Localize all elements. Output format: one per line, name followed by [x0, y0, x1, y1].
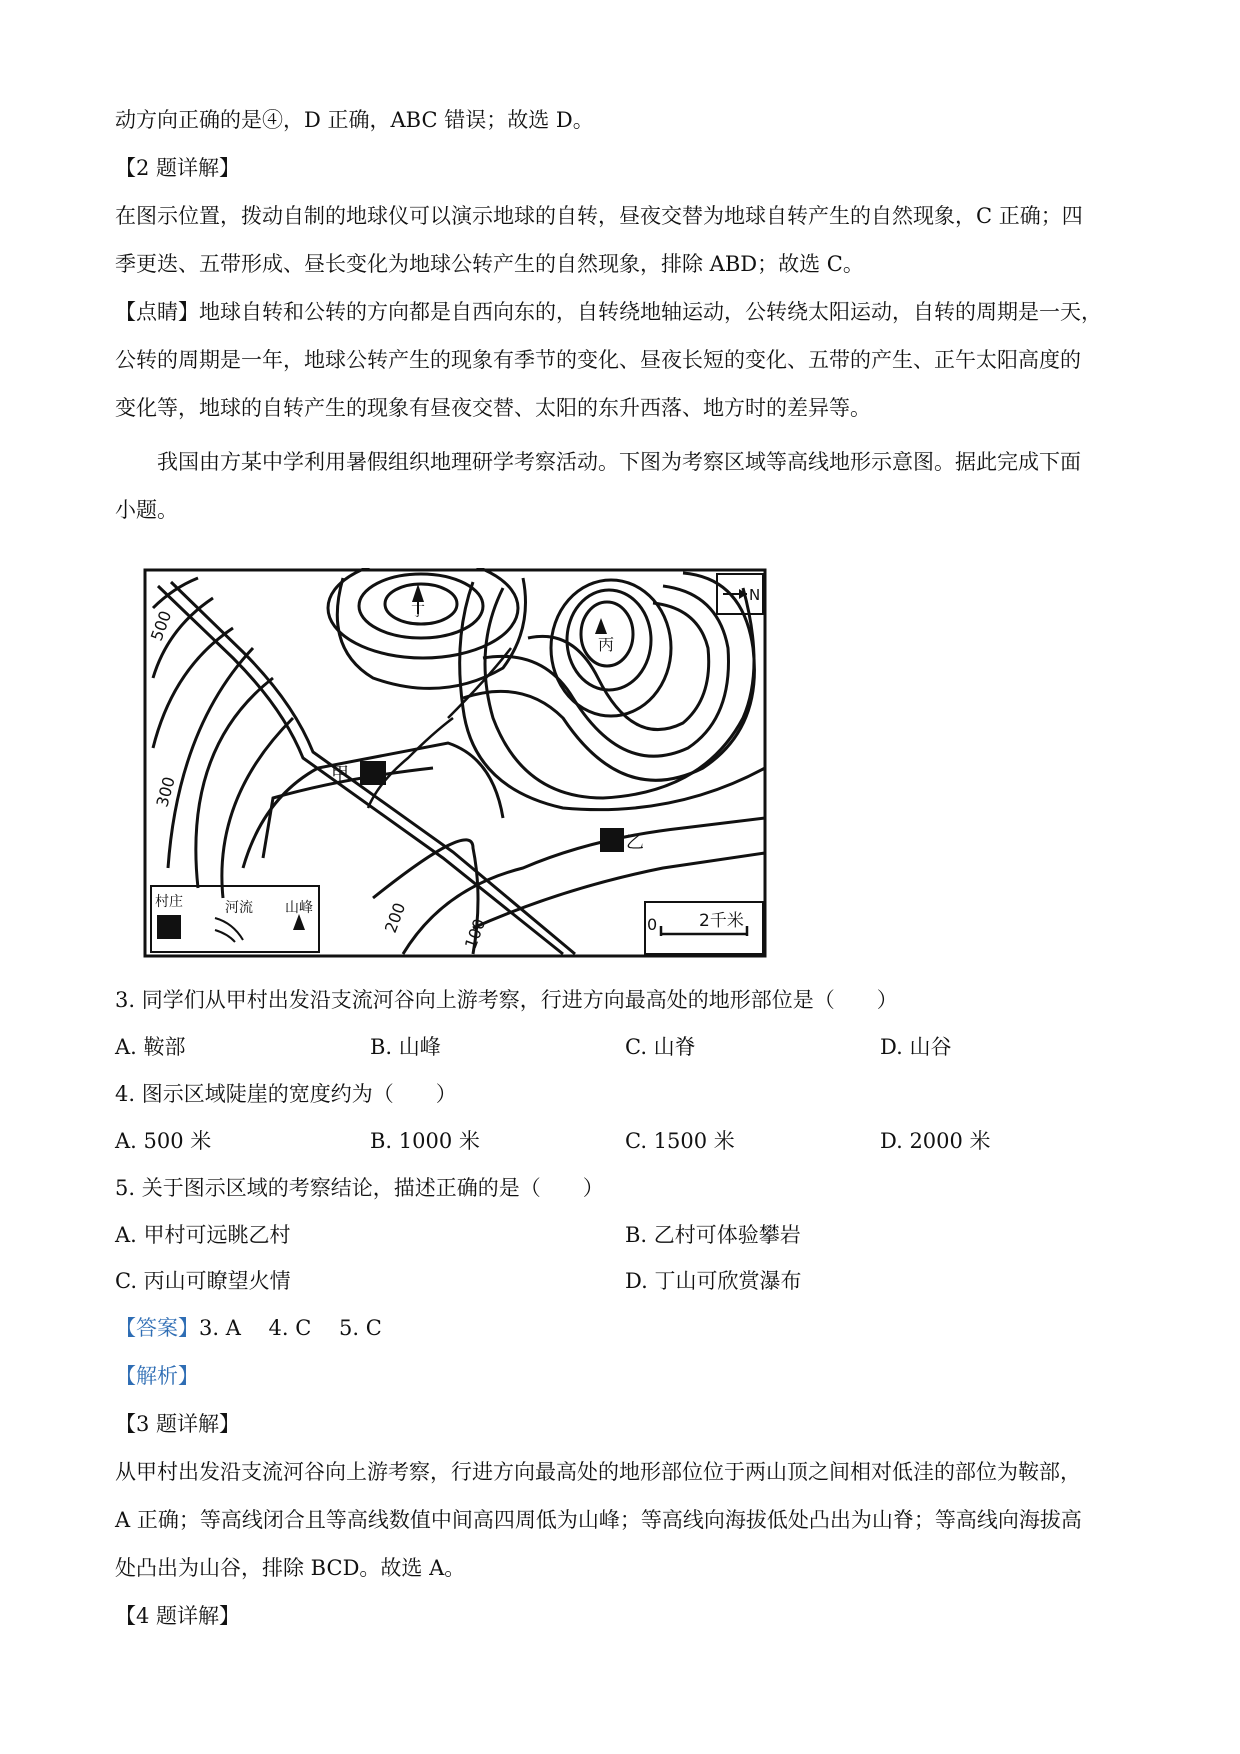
option: D. 山谷	[880, 1035, 952, 1059]
text-line: 【点睛】地球自转和公转的方向都是自西向东的，自转绕地轴运动，公转绕太阳运动，自转的周期是一天，	[115, 300, 1102, 324]
label-bing: 丙	[598, 635, 615, 654]
north-label: N	[749, 586, 761, 604]
village-yi-icon	[600, 828, 624, 852]
option: C. 丙山可瞭望火情	[115, 1269, 291, 1293]
intro-line: 小题。	[115, 498, 178, 522]
question-4-stem: 4. 图示区域陡崖的宽度约为（ ）	[115, 1082, 457, 1106]
answer-line	[115, 1304, 1135, 1352]
contour-map-svg	[143, 568, 768, 960]
legend-village-icon	[157, 915, 181, 939]
document-page	[115, 96, 1135, 1640]
contour-label-100: 100	[460, 916, 490, 952]
peak-ding-icon	[412, 584, 424, 602]
text-line: 变化等，地球的自转产生的现象有昼夜交替、太阳的东升西落、地方时的差异等。	[115, 396, 871, 420]
label-yi: 乙	[626, 832, 644, 853]
option: C. 山脊	[625, 1035, 696, 1059]
option: B. 1000 米	[370, 1129, 480, 1153]
legend-peak-label: 山峰	[285, 900, 313, 916]
question-5-options-row2	[115, 1258, 1135, 1304]
legend-peak-icon	[293, 914, 305, 930]
analysis-label: 【解析】	[115, 1364, 199, 1388]
question-3-stem: 3. 同学们从甲村出发沿支流河谷向上游考察，行进方向最高处的地形部位是（ ）	[115, 988, 898, 1012]
option: C. 1500 米	[625, 1129, 735, 1153]
legend-river-label: 河流	[225, 900, 253, 916]
text-line: 在图示位置，拨动自制的地球仪可以演示地球的自转，昼夜交替为地球自转产生的自然现象，C 正确；四	[115, 204, 1083, 228]
text-line: 动方向正确的是④，D 正确，ABC 错误；故选 D。	[115, 108, 594, 132]
text-line: 季更迭、五带形成、昼长变化为地球公转产生的自然现象，排除 ABD；故选 C。	[115, 252, 864, 276]
section-title-q2: 【2 题详解】	[115, 156, 241, 180]
contour-label-300: 300	[152, 774, 179, 810]
intro-line: 我国由方某中学利用暑假组织地理研学考察活动。下图为考察区域等高线地形示意图。据此完成下面	[157, 450, 1081, 474]
question-5-stem: 5. 关于图示区域的考察结论，描述正确的是（ ）	[115, 1176, 604, 1200]
option: B. 山峰	[370, 1035, 441, 1059]
section-title-q4: 【4 题详解】	[115, 1604, 241, 1628]
answer-text: 3. A 4. C 5. C	[199, 1316, 382, 1340]
question-5-options-row1	[115, 1212, 1135, 1258]
scale-end: 2千米	[699, 911, 744, 931]
peak-bing-icon	[595, 618, 607, 634]
option: D. 2000 米	[880, 1129, 991, 1153]
text-line: 从甲村出发沿支流河谷向上游考察，行进方向最高处的地形部位位于两山顶之间相对低洼的部位为鞍部，	[115, 1460, 1081, 1484]
question-3-options	[115, 1024, 1135, 1070]
legend-village-label: 村庄	[155, 894, 183, 910]
option: D. 丁山可欣赏瀑布	[625, 1269, 802, 1293]
contour-map	[143, 568, 768, 960]
text-line: A 正确；等高线闭合且等高线数值中间高四周低为山峰；等高线向海拔低处凸出为山脊；等高线向海拔高	[115, 1508, 1082, 1532]
section-title-q3: 【3 题详解】	[115, 1412, 241, 1436]
village-jia-icon	[360, 761, 386, 785]
answer-label: 【答案】	[115, 1316, 199, 1340]
text-line: 处凸出为山谷，排除 BCD。故选 A。	[115, 1556, 466, 1580]
scale-zero: 0	[647, 915, 658, 934]
contour-label-500: 500	[146, 608, 176, 644]
label-jia: 甲	[331, 764, 349, 785]
contour-label-200: 200	[380, 900, 410, 936]
option: A. 鞍部	[115, 1035, 186, 1059]
label-ding: 丁	[411, 604, 425, 620]
question-4-options	[115, 1118, 1135, 1164]
text-line: 公转的周期是一年，地球公转产生的现象有季节的变化、昼夜长短的变化、五带的产生、正午太阳高度的	[115, 348, 1081, 372]
option: B. 乙村可体验攀岩	[625, 1223, 801, 1247]
option: A. 甲村可远眺乙村	[115, 1223, 291, 1247]
option: A. 500 米	[115, 1129, 212, 1153]
